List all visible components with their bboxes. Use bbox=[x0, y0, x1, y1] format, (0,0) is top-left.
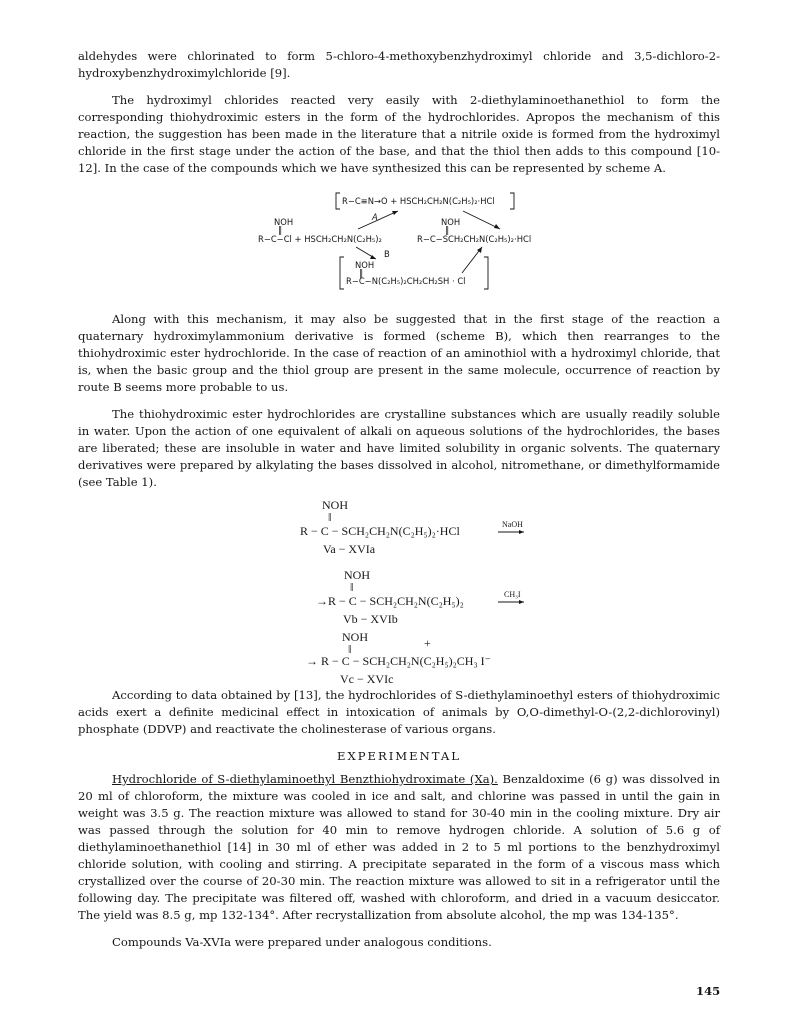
label-a: A bbox=[372, 212, 378, 222]
equation-2: →R − C − SCH₂CH₂N(C₂H₅)₂ bbox=[316, 594, 464, 608]
page-body bbox=[78, 48, 720, 951]
reaction-scheme bbox=[78, 185, 720, 303]
scheme-left-formula: R−C−Cl + HSCH₂CH₂N(C₂H₅)₂ bbox=[258, 234, 382, 244]
reagent-naoh: NaOH bbox=[502, 520, 523, 529]
svg-text:‖: ‖ bbox=[445, 225, 450, 235]
noh-left: NOH bbox=[274, 217, 294, 227]
paragraph bbox=[78, 771, 720, 924]
page-number: 145 bbox=[696, 984, 721, 998]
noh-2: NOH bbox=[344, 568, 370, 582]
section-heading: EXPERIMENTAL bbox=[337, 749, 461, 763]
experiment-title: Hydrochloride of S-diethylaminoethyl Benzthiohydroximate (Xa). bbox=[112, 772, 498, 786]
paragraph: The hydroximyl chlorides reacted very easily with 2-diethylaminoethanethiol to form the corresponding thiohydroximic esters in the form of the hydrochlorides. Apropos the mechanism of this reaction, the suggestion has been made in the literature that a nitrile oxide is formed from the hydroximyl chloride in the first stage under the action of the base, and that the thiol then adds to this compound [10-12]. In the case of the compounds which we have synthesized this can be represented by scheme A. bbox=[78, 93, 720, 175]
equation-1: R − C − SCH₂CH₂N(C₂H₅)₂·HCl bbox=[300, 524, 460, 538]
experiment-body: Benzaldoxime (6 g) was dissolved in 20 ml of chloroform, the mixture was cooled in ice and salt, and chlorine was passed in until the gain in weight was 3.5 g. The reaction mixture was allowed to stand for 30-40 min in the cooling mixture. Dry air was passed through the solution for 40 min to remove hydrogen chloride. A solution of 5.6 g of diethylaminoethanethiol [14] in 30 ml of ether was added in 2 to 5 ml portions to the benzhydroximyl chloride solution, with cooling and stirring. A precipitate separated in the form of a viscous mass which crystallized over the course of 20-30 min. The reaction mixture was allowed to sit in a refrigerator until the following day. The precipitate was filtered off, washed with chloroform, and dried in a vacuum desiccator. The yield was 8.5 g, mp 132-134°. After recrystallization from absolute alcohol, the mp was 134-135°. bbox=[78, 772, 721, 922]
paragraph: Along with this mechanism, it may also be suggested that in the first stage of the reaction a quaternary hydroximylammonium derivative is formed (scheme B), which then rearranges to the thiohydroximic ester hydrochloride. In the case of reaction of an aminothiol with a hydroximyl chloride, that is, when the basic group and the thiol group are present in the same molecule, occurrence of reaction by route B seems more probable to us. bbox=[78, 312, 720, 394]
paragraph: Compounds Va-XVIa were prepared under analogous conditions. bbox=[112, 935, 492, 949]
scheme-right-formula: R−C−SCH₂CH₂N(C₂H₅)₂·HCl bbox=[417, 234, 532, 244]
noh-bottom: NOH bbox=[355, 260, 375, 270]
paragraph: aldehydes were chlorinated to form 5-chloro-4-methoxybenzhydroximyl chloride and 3,5-dichloro-2-hydroxybenzhydroximylchloride [9]. bbox=[78, 49, 720, 80]
label-b: B bbox=[384, 249, 390, 259]
svg-text:‖: ‖ bbox=[328, 510, 332, 524]
scheme-top-formula: R−C≡N→O + HSCH₂CH₂N(C₂H₅)₂·HCl bbox=[342, 196, 495, 206]
label-va: Va − XVIa bbox=[323, 542, 376, 556]
reagent-ch3i: CH₃I bbox=[504, 590, 521, 599]
scheme-bottom-formula: R−C−N(C₂H₅)₂CH₂CH₂SH · Cl bbox=[346, 276, 466, 286]
reaction-sequence bbox=[78, 497, 720, 687]
label-vb: Vb − XVIb bbox=[343, 612, 398, 626]
noh-1: NOH bbox=[322, 498, 348, 512]
svg-text:‖: ‖ bbox=[359, 268, 364, 278]
paragraph: According to data obtained by [13], the hydrochlorides of S-diethylaminoethyl esters of thiohydroximic acids exert a definite medicinal effect in intoxication of animals by O,O-dimethyl-O-(2,2-dichlorovinyl) phosphate (DDVP) and reactivate the cholinesterase of various organs. bbox=[78, 688, 720, 736]
noh-right: NOH bbox=[441, 217, 461, 227]
svg-text:‖: ‖ bbox=[348, 642, 352, 656]
svg-text:‖: ‖ bbox=[278, 225, 283, 235]
svg-text:+: + bbox=[424, 636, 431, 650]
svg-text:‖: ‖ bbox=[350, 580, 354, 594]
noh-3: NOH bbox=[342, 630, 368, 644]
equation-3: → R − C − SCH₂CH₂N(C₂H₅)₂CH₃ I⁻ bbox=[306, 654, 491, 668]
paragraph: The thiohydroximic ester hydrochlorides are crystalline substances which are usually readily soluble in water. Upon the action of one equivalent of alkali on aqueous solutions of the hydrochlorides, the bases are liberated; these are insoluble in water and have limited solubility in organic solvents. The quaternary derivatives were prepared by alkylating the bases dissolved in alcohol, nitromethane, or dimethylformamide (see Table 1). bbox=[78, 407, 720, 489]
label-vc: Vc − XVIc bbox=[340, 672, 394, 686]
